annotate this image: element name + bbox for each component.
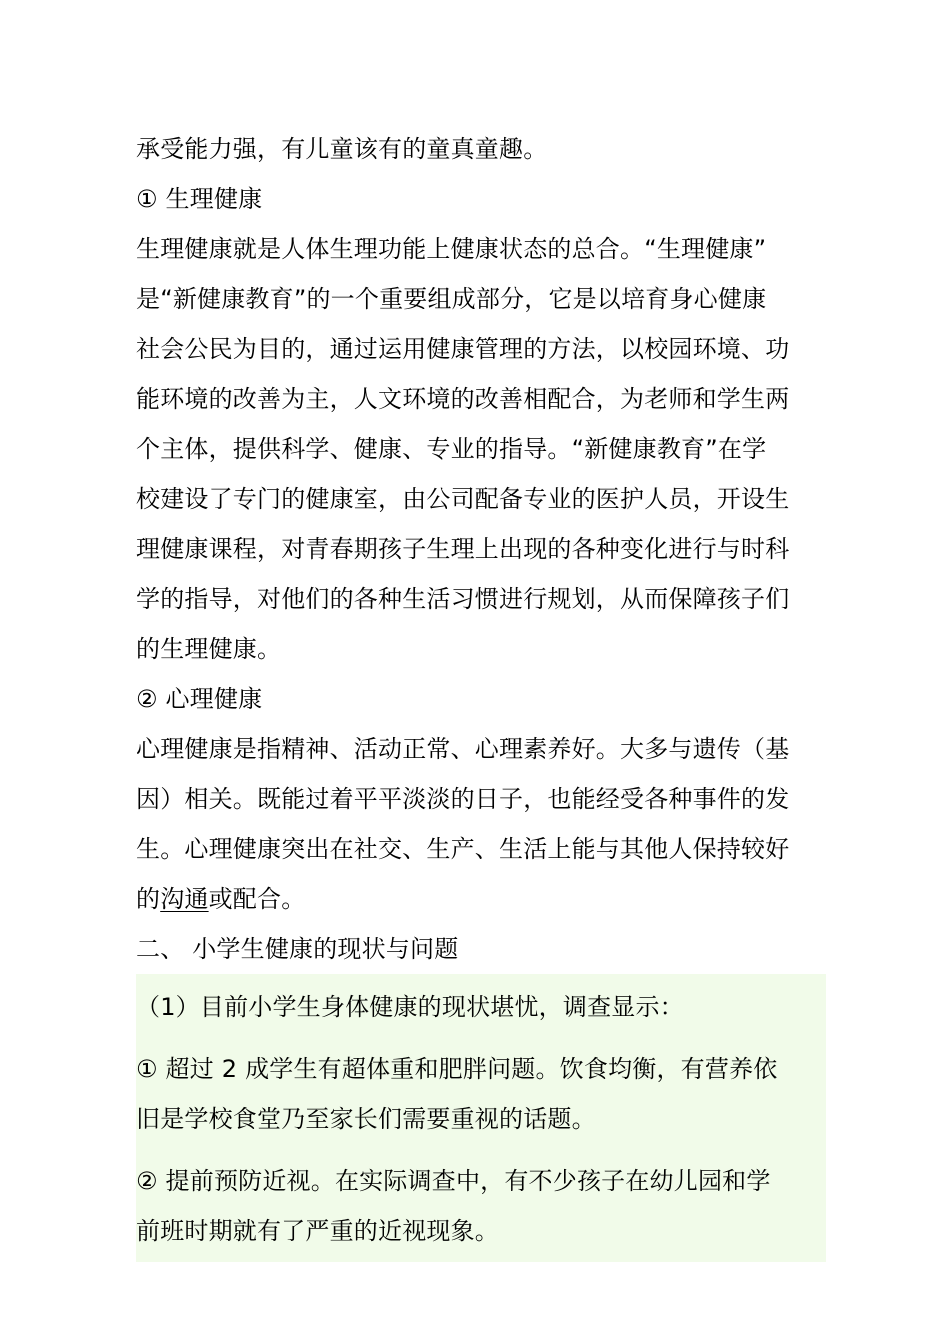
highlight-item-line: 旧是学校食堂乃至家长们需要重视的话题。 — [136, 1105, 596, 1133]
highlight-intro: （1）目前小学生身体健康的现状堪忧，调查显示： — [136, 993, 684, 1021]
spacer — [136, 1144, 826, 1156]
paragraph-line: 心理健康是指精神、活动正常、心理素养好。大多与遗传（基 — [136, 735, 790, 763]
paragraph-line: 的生理健康。 — [136, 635, 282, 663]
paragraph-mental-health — [136, 724, 826, 924]
highlight-item-line: 前班时期就有了严重的近视现象。 — [136, 1217, 499, 1245]
text-run: 或配合。 — [208, 885, 306, 913]
paragraph-physical-health — [136, 224, 826, 674]
highlight-item-line: ① 超过 2 成学生有超体重和肥胖问题。饮食均衡，有营养依 — [136, 1055, 778, 1083]
paragraph-line: 生理健康就是人体生理功能上健康状态的总合。“生理健康” — [136, 235, 767, 263]
highlight-item-line: ② 提前预防近视。在实际调查中，有不少孩子在幼儿园和学 — [136, 1167, 771, 1195]
paragraph-line: 校建设了专门的健康室，由公司配备专业的医护人员，开设生 — [136, 485, 790, 513]
highlighted-block — [136, 974, 826, 1262]
text-run: 的 — [136, 885, 161, 913]
heading-mental-health: ② 心理健康 — [136, 685, 263, 713]
paragraph-line: 个主体，提供科学、健康、专业的指导。“新健康教育”在学 — [136, 435, 767, 463]
paragraph-line: 社会公民为目的，通过运用健康管理的方法，以校园环境、功 — [136, 335, 790, 363]
paragraph-line: 承受能力强，有儿童该有的童真童趣。 — [136, 135, 548, 163]
document-page — [136, 124, 826, 1262]
paragraph-line: 生。心理健康突出在社交、生产、生活上能与其他人保持较好 — [136, 835, 790, 863]
underlined-term: 沟通 — [160, 885, 209, 913]
paragraph-line: 是“新健康教育”的一个重要组成部分，它是以培育身心健康 — [136, 285, 767, 313]
spacer — [136, 1032, 826, 1044]
paragraph-line — [136, 874, 826, 924]
paragraph-line: 因）相关。既能过着平平淡淡的日子，也能经受各种事件的发 — [136, 785, 790, 813]
paragraph-line: 理健康课程，对青春期孩子生理上出现的各种变化进行与时科 — [136, 535, 790, 563]
paragraph-line: 能环境的改善为主，人文环境的改善相配合，为老师和学生两 — [136, 385, 790, 413]
paragraph-line: 学的指导，对他们的各种生活习惯进行规划，从而保障孩子们 — [136, 585, 790, 613]
heading-physical-health: ① 生理健康 — [136, 185, 263, 213]
section-title: 二、 小学生健康的现状与问题 — [136, 935, 459, 963]
